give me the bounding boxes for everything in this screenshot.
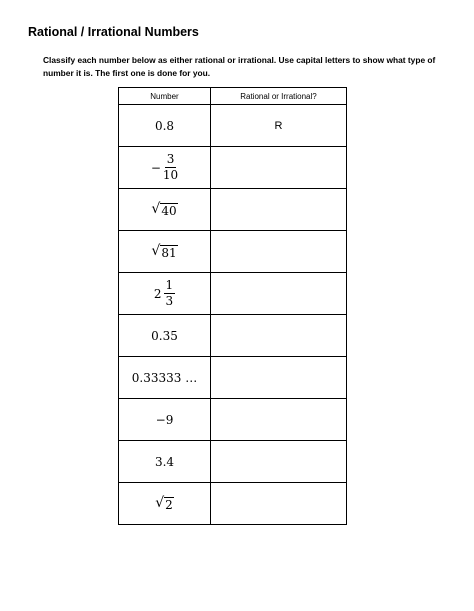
answer-cell[interactable] [211,441,347,483]
number-cell [119,189,211,231]
numerator: 1 [164,279,176,294]
table-row [119,483,347,525]
table-row [119,273,347,315]
answer-cell[interactable] [211,357,347,399]
answer-cell[interactable] [211,315,347,357]
whole-part: 2 [153,286,162,301]
number-cell [119,231,211,273]
answer-cell[interactable] [211,147,347,189]
answer-cell[interactable] [211,483,347,525]
table-row [119,315,347,357]
radical-sign-icon: √ [155,495,165,511]
number-cell [119,399,211,441]
answer-cell[interactable] [211,273,347,315]
fraction [164,279,176,308]
number-column-header: Number [119,88,211,105]
square-root-expression [151,201,177,218]
table-row [119,147,347,189]
answer-cell[interactable] [211,399,347,441]
radicand: 81 [161,246,177,260]
fraction [163,153,178,182]
numerator: 3 [165,153,177,168]
fraction-expression [151,153,178,182]
number-cell [119,273,211,315]
number-cell [119,357,211,399]
denominator: 10 [162,168,179,182]
radicand: 2 [165,498,173,512]
table-header-row [119,88,347,105]
number-cell [119,315,211,357]
worksheet-title: Rational / Irrational Numbers [28,25,199,39]
number-cell [119,105,211,147]
mixed-number [154,279,175,308]
table-row [119,441,347,483]
number-cell [119,483,211,525]
denominator: 3 [165,294,174,308]
square-root-expression [155,495,174,512]
minus-sign: − [150,160,161,175]
number-cell [119,441,211,483]
worksheet-instructions: Classify each number below as either rational or irrational. Use capital letters to show what type of number it is. The first one is done for you. [43,55,436,78]
table-row [119,189,347,231]
number-value: 0.33333 … [131,370,198,385]
number-value: −9 [155,412,174,427]
square-root-expression [151,243,177,260]
answer-cell[interactable] [211,189,347,231]
radical-sign-icon: √ [151,201,161,217]
number-value: 0.35 [151,328,178,343]
classification-column-header: Rational or Irrational? [211,88,347,105]
table-row [119,231,347,273]
number-cell [119,147,211,189]
answer-cell[interactable] [211,231,347,273]
table-row [119,105,347,147]
classification-table [118,87,347,525]
answer-cell[interactable]: R [211,105,347,147]
number-value: 3.4 [154,454,175,469]
radical-sign-icon: √ [151,243,161,259]
radicand: 40 [161,204,177,218]
number-value: 0.8 [154,118,175,133]
table-row [119,399,347,441]
table-row [119,357,347,399]
